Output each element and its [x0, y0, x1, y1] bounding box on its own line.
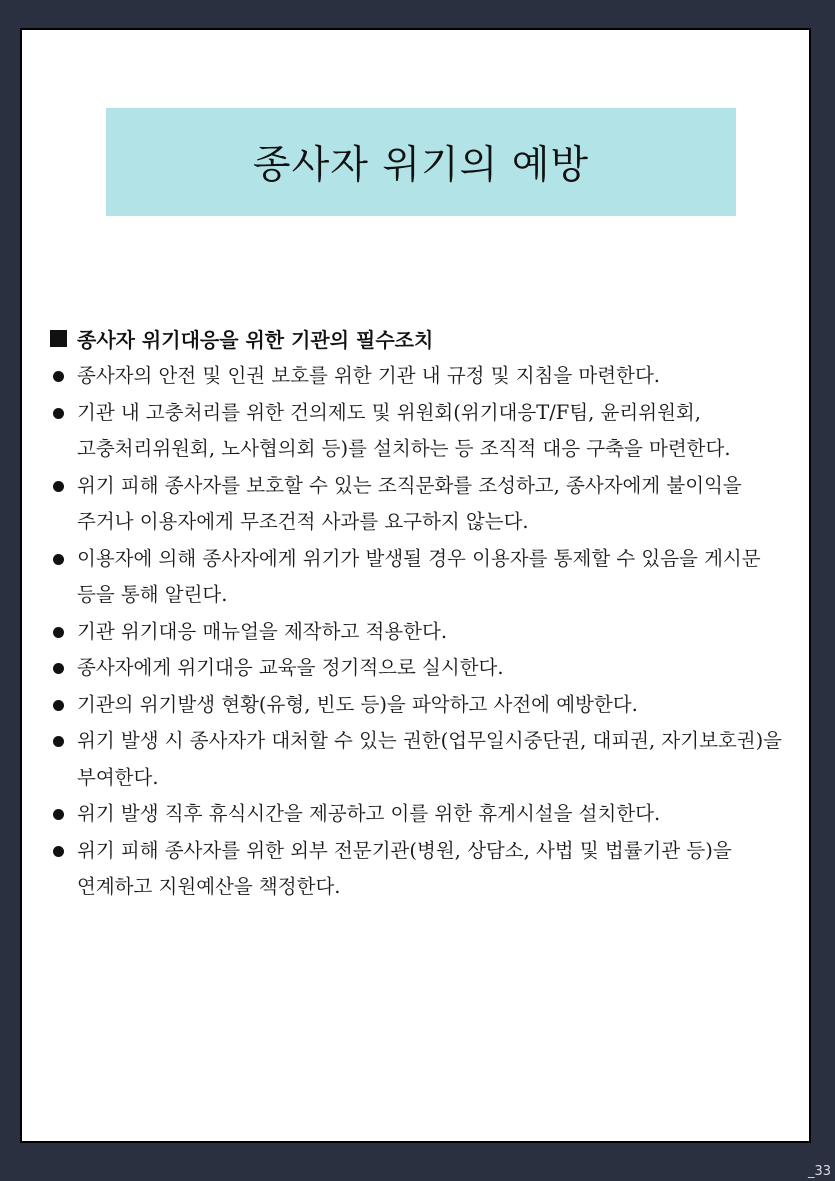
bullet-dot-icon	[53, 481, 64, 492]
bullet-dot-icon	[53, 736, 64, 747]
list-item: 위기 발생 시 종사자가 대처할 수 있는 권한(업무일시중단권, 대피권, 자기보호권)을 부여한다.	[50, 723, 786, 796]
list-item: 위기 발생 직후 휴식시간을 제공하고 이를 위한 휴게시설을 설치한다.	[50, 796, 786, 833]
bullet-dot-icon	[53, 554, 64, 565]
list-item: 기관의 위기발생 현황(유형, 빈도 등)을 파악하고 사전에 예방한다.	[50, 687, 786, 724]
bullet-dot-icon	[53, 846, 64, 857]
page-title: 종사자 위기의 예방	[252, 143, 590, 188]
bullet-dot-icon	[53, 663, 64, 674]
bullet-dot-icon	[53, 700, 64, 711]
list-item: 종사자에게 위기대응 교육을 정기적으로 실시한다.	[50, 650, 786, 687]
list-item: 기관 내 고충처리를 위한 건의제도 및 위원회(위기대응T/F팀, 윤리위원회, 고충처리위원회, 노사협의회 등)를 설치하는 등 조직적 대응 구축을 마련한다.	[50, 395, 786, 468]
list-item: 종사자의 안전 및 인권 보호를 위한 기관 내 규정 및 지침을 마련한다.	[50, 358, 786, 395]
list-item: 이용자에 의해 종사자에게 위기가 발생될 경우 이용자를 통제할 수 있음을 게시문 등을 통해 알린다.	[50, 541, 786, 614]
bullet-dot-icon	[53, 627, 64, 638]
list-item: 위기 피해 종사자를 보호할 수 있는 조직문화를 조성하고, 종사자에게 불이익을 주거나 이용자에게 무조건적 사과를 요구하지 않는다.	[50, 468, 786, 541]
bullet-dot-icon	[53, 809, 64, 820]
list-item: 위기 피해 종사자를 위한 외부 전문기관(병원, 상담소, 사법 및 법률기관 등)을 연계하고 지원예산을 책정한다.	[50, 833, 786, 906]
prevention-section	[50, 320, 786, 906]
document-page	[20, 28, 811, 1143]
title-banner	[106, 108, 736, 216]
measures-list	[50, 358, 786, 906]
bullet-dot-icon	[53, 408, 64, 419]
section-heading	[50, 320, 786, 356]
square-bullet-icon	[50, 330, 67, 347]
bullet-dot-icon	[53, 371, 64, 382]
page-number: _33	[807, 1164, 831, 1179]
list-item: 기관 위기대응 매뉴얼을 제작하고 적용한다.	[50, 614, 786, 651]
section-heading-text: 종사자 위기대응을 위한 기관의 필수조치	[77, 327, 434, 352]
